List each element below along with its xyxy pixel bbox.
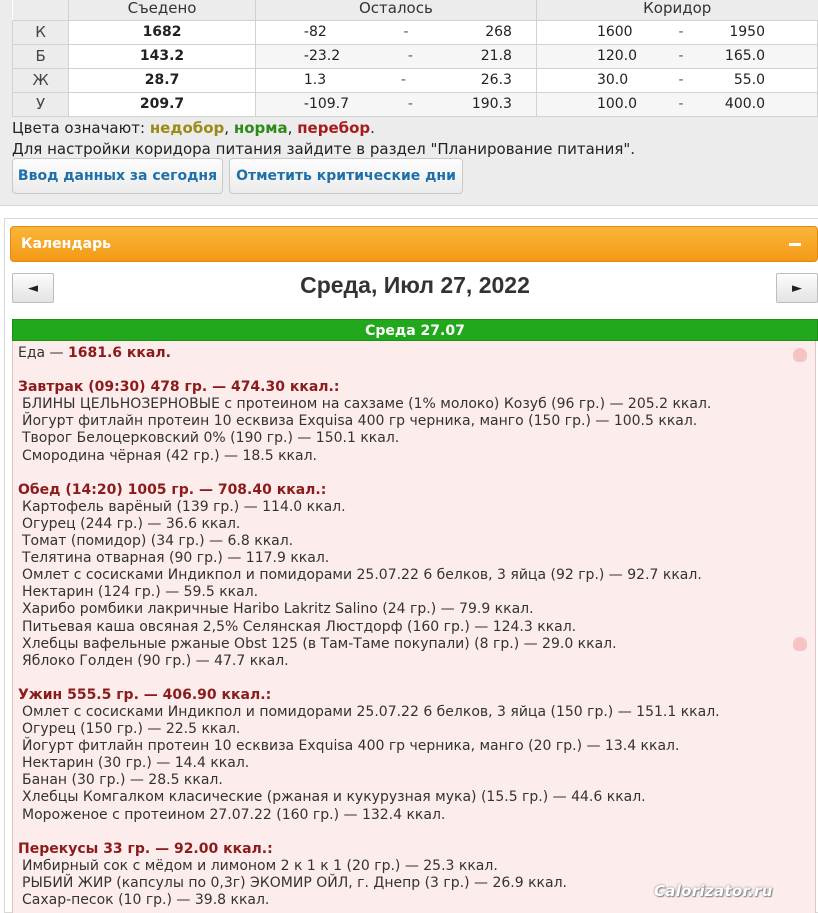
range-dash: - [407,96,413,112]
food-item: Нектарин (124 гр.) — 59.5 ккал. [22,584,259,601]
meal-spacer [18,465,815,482]
left-max: 190.3 [471,96,512,112]
corridor-note: Для настройки коридора питания зайдите в раздел "Планирование питания". [12,140,636,158]
edit-hand-icon[interactable] [793,637,807,651]
enter-today-data-button[interactable]: Ввод данных за сегодня [12,158,223,194]
food-item: Банан (30 гр.) — 28.5 ккал. [22,772,223,789]
macro-corridor [536,68,817,92]
food-item: Мороженое с протеином 27.07.22 (160 гр.) — 132.4 ккал. [22,806,446,823]
food-item: Огурец (244 гр.) — 36.6 ккал. [22,515,241,532]
table-header-left: Осталось [255,0,536,20]
corridor-max: 1950 [729,24,765,40]
legend-separator: , [287,119,298,137]
macro-label: У [13,92,69,116]
meal-title: Ужин 555.5 гр. — 406.90 ккал.: [18,686,272,703]
meal-title: Перекусы 33 гр. — 92.00 ккал.: [18,840,273,857]
meal-title: Завтрак (09:30) 478 гр. — 474.30 ккал.: [18,379,340,396]
food-item: Творог Белоцерковский 0% (190 гр.) — 150.1 ккал. [22,430,400,447]
legend-norm: норма [233,119,288,137]
table-header-blank [13,0,69,20]
site-watermark: Calorizator.ru [654,882,773,900]
macro-row [13,68,818,92]
food-total-prefix: Еда — [18,345,69,361]
meal-spacer [18,824,815,841]
macro-left [255,44,536,68]
corridor-min: 100.0 [596,96,638,112]
left-max: 21.8 [480,48,512,64]
macro-corridor [536,44,817,68]
meal-spacer [18,362,815,379]
macro-row [13,20,818,44]
macro-row [13,44,818,68]
food-item: Телятина отварная (90 гр.) — 117.9 ккал. [22,550,330,567]
food-item: Йогурт фитлайн протеин 10 есквиза Exquisa 400 гр черника, манго (150 гр.) — 100.5 ккал. [22,413,698,430]
food-item: Харибо ромбики лакричные Haribo Lakritz Salino (24 гр.) — 79.9 ккал. [22,601,534,618]
food-item: Омлет с сосисками Индикпол и помидорами 25.07.22 6 белков, 3 яйца (150 гр.) — 151.1 ккал. [22,703,720,720]
macro-label: Б [13,44,69,68]
left-min: -82 [303,24,327,40]
legend-prefix: Цвета означают: [12,119,150,137]
range-dash: - [407,48,413,64]
edit-hand-icon[interactable] [793,348,807,362]
corridor-min: 30.0 [596,72,629,88]
left-max: 268 [485,24,512,40]
day-label-bar: Среда 27.07 [12,319,818,341]
corridor-max: 55.0 [733,72,765,88]
food-item: Хлебцы Комгалком класические (ржаная и кукурузная мука) (15.5 гр.) — 44.6 ккал. [22,789,646,806]
macros-table [12,0,818,117]
left-min: -23.2 [303,48,341,64]
left-min: 1.3 [303,72,327,88]
macro-eaten: 28.7 [69,68,256,92]
macro-eaten: 1682 [69,20,256,44]
left-min: -109.7 [303,96,350,112]
next-day-button[interactable]: ► [776,273,818,303]
food-item: Имбирный сок с мёдом и лимоном 2 к 1 к 1 (20 гр.) — 25.3 ккал. [22,857,498,874]
collapse-icon[interactable] [789,243,801,246]
range-dash: - [678,96,684,112]
food-item: Питьевая каша овсяная 2,5% Селянская Люстдорф (160 гр.) — 124.3 ккал. [22,618,577,635]
range-dash: - [678,48,684,64]
range-dash: - [678,24,684,40]
food-total-value: 1681.6 ккал. [68,345,171,361]
food-item: Сахар-песок (10 гр.) — 39.8 ккал. [22,892,270,908]
food-item: БЛИНЫ ЦЕЛЬНОЗЕРНОВЫЕ с протеином на сахзаме (1% молоко) Козуб (96 гр.) — 205.2 ккал. [22,396,712,413]
macro-row [13,92,818,116]
macro-eaten: 143.2 [69,44,256,68]
nutrition-summary-panel [0,0,818,206]
macro-eaten: 209.7 [69,92,256,116]
legend-under: недобор [149,119,225,137]
corridor-min: 120.0 [596,48,638,64]
mark-critical-days-button[interactable]: Отметить критические дни [229,158,463,194]
corridor-min: 1600 [596,24,633,40]
food-total-line [18,345,815,362]
range-dash: - [678,72,684,88]
calendar-date-title: Среда, Июл 27, 2022 [300,272,530,298]
legend-over: перебор [297,119,371,137]
calendar-header-title: Календарь [21,236,111,252]
legend-separator: , [224,119,234,137]
food-item: Хлебцы вафельные ржаные Obst 125 (в Там-Таме покупали) (8 гр.) — 29.0 ккал. [22,635,617,652]
prev-day-button[interactable]: ◄ [12,273,54,303]
food-item: Нектарин (30 гр.) — 14.4 ккал. [22,755,250,772]
table-header-eaten: Съедено [69,0,256,20]
macro-corridor [536,92,817,116]
food-item: РЫБИЙ ЖИР (капсулы по 0,3г) ЭКОМИР ОЙЛ, г. Днепр (3 гр.) — 26.9 ккал. [22,874,567,891]
macro-left [255,92,536,116]
macro-corridor [536,20,817,44]
range-dash: - [400,72,406,88]
macro-left [255,68,536,92]
food-item: Йогурт фитлайн протеин 10 есквиза Exquisa 400 гр черника, манго (20 гр.) — 13.4 ккал. [22,738,680,755]
food-item: Огурец (150 гр.) — 22.5 ккал. [22,721,241,738]
meal-spacer [18,670,815,687]
range-dash: - [403,24,409,40]
corridor-max: 400.0 [724,96,765,112]
food-item: Картофель варёный (139 гр.) — 114.0 ккал. [22,498,346,515]
macro-label: Ж [13,68,69,92]
calendar-header[interactable] [10,226,818,262]
table-header-corridor: Коридор [536,0,817,20]
day-food-log [12,341,816,913]
meal-title: Обед (14:20) 1005 гр. — 708.40 ккал.: [18,481,327,498]
food-item: Омлет с сосисками Индикпол и помидорами 25.07.22 6 белков, 3 яйца (92 гр.) — 92.7 ккал. [22,567,702,584]
macro-left [255,20,536,44]
left-max: 26.3 [480,72,512,88]
corridor-max: 165.0 [724,48,765,64]
macro-label: К [13,20,69,44]
legend-dot: . [370,119,375,137]
food-item: Томат (помидор) (34 гр.) — 6.8 ккал. [22,533,294,550]
food-item: Смородина чёрная (42 гр.) — 18.5 ккал. [22,447,317,464]
food-item: Яблоко Голден (90 гр.) — 47.7 ккал. [22,652,289,669]
color-legend [12,119,375,137]
